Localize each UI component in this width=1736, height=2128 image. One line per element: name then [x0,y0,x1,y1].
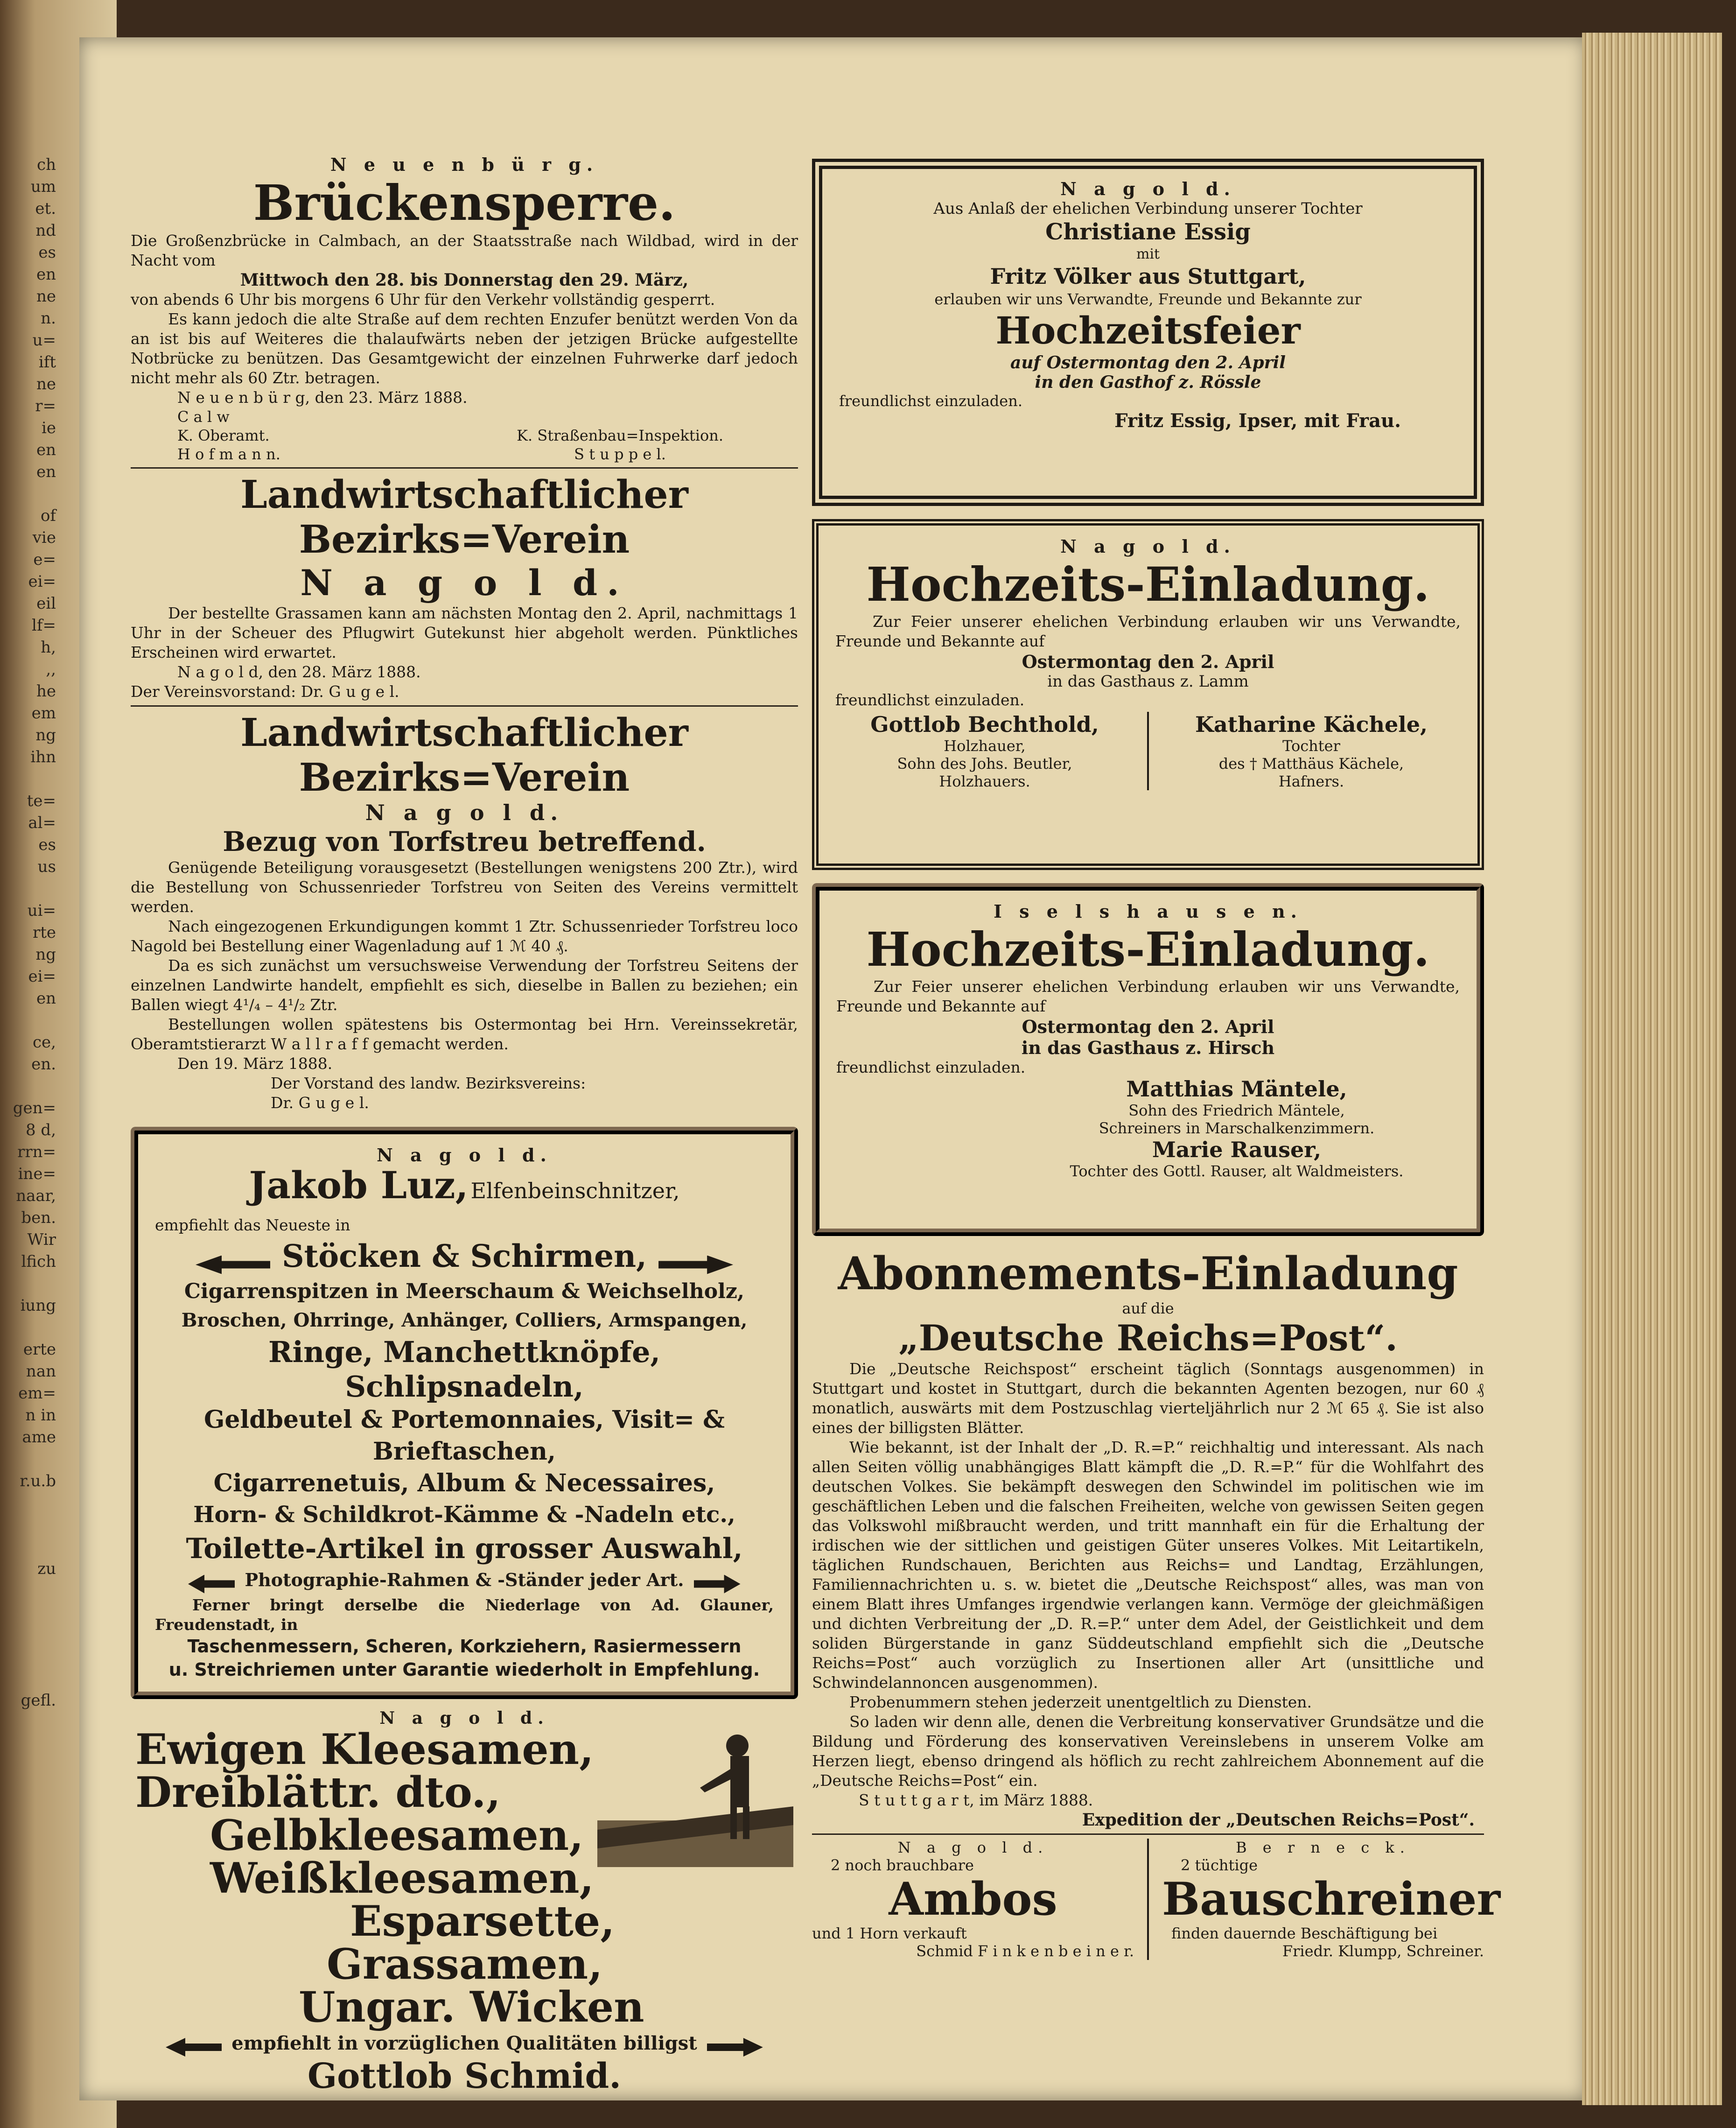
product-line: Photographie-Rahmen & -Ständer jeder Art. [245,1569,684,1590]
fragment-text: gen= [13,1099,56,1117]
ad-hochzeit-lamm [812,519,1484,870]
dates: Mittwoch den 28. bis Donnerstag den 29. März, [240,270,689,290]
fragment-text: erte [23,1340,56,1359]
fragment-text: ei= [28,967,56,986]
fragment-text: ne [36,287,56,306]
fragment-text: en [36,989,56,1008]
line: freundlichst einzuladen. [839,392,1022,410]
fragment-text: iung [20,1296,56,1315]
fragment-text: lfich [21,1252,56,1271]
fragment-text: ne [36,375,56,393]
fragment-text: n. [41,309,56,328]
product-line: Toilette-Artikel in grosser Auswahl, [186,1532,743,1565]
fragment-text: ng [35,945,56,964]
bride-name: Christiane Essig [1045,219,1251,245]
fragment-text: nan [26,1362,56,1381]
product-line: Dreiblättr. dto., [135,1767,501,1817]
subtitle: Bezug von Torfstreu betreffend. [223,826,706,857]
product-line: Weißkleesamen, [210,1853,594,1903]
fragment-text: um [30,177,56,196]
date: Ostermontag den 2. April [1022,1016,1274,1037]
fragment-text: es [38,243,56,262]
fragment-text: us [37,857,56,876]
place: N a g o l d. [897,1839,1049,1856]
fragment-text: en [36,265,56,284]
groom-detail: Schreiners in Marschalkenzimmern. [1099,1119,1375,1137]
paragraph: Ferner bringt derselbe die Niederlage von Ad. Glauner, Freudenstadt, in [155,1595,774,1634]
fragment-text [0,1668,56,1690]
paragraph: Zur Feier unserer ehelichen Verbindung erlauben wir uns Verwandte, Freunde und Bekannte auf [836,977,1460,1015]
line: 2 tüchtige [1181,1856,1258,1874]
ad-bezirksverein-2 [131,710,798,1113]
paragraph: Probenummern stehen jederzeit unentgeltlich zu Diensten. [849,1693,1312,1711]
ad-title: Hochzeits-Einladung. [866,557,1430,612]
ad-brueckensperre [131,154,798,464]
fragment-text: n in [25,1406,56,1425]
fragment-text: of [40,506,56,525]
dateline: N e u e n b ü r g, den 23. März 1888. [177,388,468,407]
merchant-name: Jakob Luz, [249,1163,469,1207]
bride-detail: Tochter des Gottl. Rauser, alt Waldmeisters. [1070,1162,1404,1180]
product-line: Taschenmessern, Scheren, Korkziehern, Rasiermessern [187,1636,742,1657]
paragraph: Die Großenzbrücke in Calmbach, an der Staatsstraße nach Wildbad, wird in der Nacht vom [131,232,798,269]
fragment-text [0,483,56,505]
fragment-text: ift [38,353,56,372]
fragment-text: r= [35,397,56,415]
fragment-text: te= [27,792,56,810]
farmer-sowing-illustration [597,1727,793,1867]
ad-title: Hochzeitsfeier [995,309,1301,352]
place: N a g o l d. [379,1708,549,1728]
product-line: Esparsette, [350,1896,615,1946]
fragment-text: em= [18,1384,56,1403]
line: freundlichst einzuladen. [835,691,1025,709]
fragment-text: u= [32,331,56,350]
place: N a g o l d. [365,800,564,825]
pointing-hand-icon [694,1575,741,1594]
fragment-text: ine= [18,1165,56,1183]
pointing-hand-icon [707,2038,763,2057]
venue: in den Gasthof z. Rössle [1035,372,1261,392]
fragment-text: en [36,441,56,459]
product-line: Stöcken & Schirmen, [281,1238,647,1274]
groom-detail: Sohn des Friedrich Mäntele, [1128,1102,1345,1119]
fragment-text [0,1448,56,1470]
paragraph: Bestellungen wollen spätestens bis Ostermontag bei Hrn. Vereinssekretär, Oberamtstierarzt W a l l r a f f gemacht werden. [131,1015,798,1053]
paragraph: Nach eingezogenen Erkundigungen kommt 1 Ztr. Schussenrieder Torfstreu loco Nagold bei Bestellung einer Wagenladung auf 1 ℳ 40 ₰. [131,917,798,955]
signature: Der Vorstand des landw. Bezirksvereins: [271,1074,586,1092]
paragraph: von abends 6 Uhr bis morgens 6 Uhr für den Verkehr vollständig gesperrt. [131,290,715,309]
date: Ostermontag den 2. April [1022,651,1274,672]
ad-gottlob-schmid [131,1708,798,2096]
paragraph: So laden wir denn alle, denen die Verbreitung konservativer Grundsätze und die Bildung und Förderung des konservativen Vereinslebens in unserem Volke am Herzen liegt, ebenso dringend als höflich zu recht zahlreichem Abonnement auf die „Deutsche Reichs=Post“ ein. [812,1713,1484,1790]
product-line: Grassamen, [327,1939,603,1989]
paragraph: Der bestellte Grassamen kann am nächsten Montag den 2. April, nachmittags 1 Uhr in der Scheuer des Pflugwirt Gutekunst hier abgeholt werden. Pünktliches Erscheinen wird erwartet. [131,604,798,661]
trade: Elfenbeinschnitzer, [470,1178,680,1203]
divider [131,705,798,707]
groom-name: Fritz Völker aus Stuttgart, [990,264,1306,289]
divider [812,1833,1484,1835]
fragment-text: en [36,463,56,481]
product-line: Ringe, Manchettknöpfe, Schlipsnadeln, [268,1335,660,1404]
place: I s e l s h a u s e n. [994,901,1302,922]
fragment-text [0,1580,56,1602]
ad-abonnement [812,1248,1484,1830]
fragment-text: en. [31,1055,56,1074]
fragment-text: ben. [21,1208,56,1227]
line: mit [1136,246,1160,262]
product-line: u. Streichriemen unter Garantie wiederholt in Empfehlung. [168,1659,760,1680]
line: 2 noch brauchbare [831,1856,974,1874]
product-line: Ungar. Wicken [299,1982,644,2032]
signatures [131,407,798,464]
sig-right-1: K. Straßenbau=Inspektion. [517,427,723,444]
place: N a g o l d. [1060,178,1236,199]
fragment-text: ie [42,419,56,437]
line: freundlichst einzuladen. [836,1058,1026,1076]
ad-title: Landwirtschaftlicher Bezirks=Verein [240,472,688,562]
place: N a g o l d. [377,1145,552,1166]
sig-right-2: S t u p p e l. [574,445,666,463]
signature: Expedition der „Deutschen Reichs=Post“. [1082,1810,1475,1830]
sig-left-2: K. Oberamt. [177,427,270,444]
merchant-name: Gottlob Schmid. [307,2056,622,2096]
ad-title: Hochzeits-Einladung. [866,922,1430,977]
pointing-hand-icon [658,1256,733,1274]
fragment-text: ,, [46,660,56,679]
paragraph: Zur Feier unserer ehelichen Verbindung erlauben wir uns Verwandte, Freunde und Bekannte auf [835,612,1461,650]
pointing-hand-icon [196,1256,270,1274]
signature: Der Vereinsvorstand: Dr. G u g e l. [131,682,399,701]
signature: Dr. G u g e l. [271,1094,369,1112]
ad-hochzeitsfeier-essig [812,159,1484,506]
fragment-text: zu [37,1559,56,1578]
line: erlauben wir uns Verwandte, Freunde und Bekannte zur [934,290,1362,308]
fragment-text [0,1646,56,1668]
product-line: Gelbkleesamen, [210,1810,584,1860]
signature: Schmid F i n k e n b e i n e r. [916,1942,1134,1960]
groom-detail: Sohn des Johs. Beutler, [897,755,1072,773]
fragment-text: eil [36,594,56,613]
fragment-text: ihn [30,748,56,766]
sig-left-1: C a l w [177,408,230,426]
fragment-text [0,1624,56,1646]
signature: Fritz Essig, Ipser, mit Frau. [1114,410,1401,432]
facing-page-fragment [0,154,56,1712]
fragment-text [0,1514,56,1536]
paragraph: Es kann jedoch die alte Straße auf dem rechten Enzufer benützt werden Von da an ist bis auf Weiteres die thalaufwärts neben der jetzigen Brücke aufgestellte Notbrücke zu benützen. Das Gesamtgewicht der einzelnen Fuhrwerke darf jedoch nicht mehr als 60 Ztr. betragen. [131,310,798,387]
right-column [812,159,1501,1960]
fragment-text: he [36,682,56,701]
groom-name: Matthias Mäntele, [1126,1076,1347,1102]
fragment-text: gefl. [21,1691,56,1710]
fragment-text: ce, [33,1033,56,1052]
fragment-text: ui= [27,901,56,920]
fragment-text: ch [37,155,56,174]
ad-title: Abonnements-Einladung [838,1247,1458,1300]
ad-jakob-luz [131,1127,798,1699]
fragment-text: rrn= [17,1143,56,1161]
product-line: Broschen, Ohrringe, Anhänger, Colliers, Armspangen, [181,1309,748,1331]
divider [131,467,798,469]
fragment-text [0,768,56,790]
fragment-text: e= [33,550,56,569]
pointing-hand-icon [166,2038,222,2057]
signature: Friedr. Klumpp, Schreiner. [1282,1942,1484,1960]
divider [1147,712,1149,790]
fragment-text: ng [35,726,56,744]
fragment-text [0,1273,56,1295]
bride-detail: Hafners. [1278,773,1344,790]
place: N e u e n b ü r g. [330,154,599,175]
ad-ambos [812,1839,1134,1960]
groom-detail: Holzhauers. [939,773,1030,790]
ad-bauschreiner [1162,1839,1501,1960]
fragment-text: em [31,704,56,723]
fragment-text: ei= [28,572,56,591]
ad-title: Ambos [889,1873,1057,1925]
fragment-text [0,1010,56,1032]
fragment-text: r.u.b [20,1472,56,1490]
couple [835,712,1461,790]
fragment-text: 8 d, [25,1121,56,1139]
fragment-text: nd [35,221,56,240]
pointing-hand-icon [188,1575,235,1594]
product-line: Cigarrenspitzen in Meerschaum & Weichselholz, [184,1279,745,1303]
newspaper-name: „Deutsche Reichs=Post“. [898,1317,1398,1359]
fragment-text: es [38,836,56,854]
date: auf Ostermontag den 2. April [1010,353,1286,372]
dateline: S t u t t g a r t, im März 1888. [859,1791,1093,1809]
page-edges [1582,33,1722,2105]
line: Aus Anlaß der ehelichen Verbindung unserer Tochter [933,199,1363,218]
left-column [131,154,798,2096]
fragment-text: Wir [27,1230,56,1249]
product-line: Geldbeutel & Portemonnaies, Visit= & Brieftaschen, [204,1405,725,1466]
tagline: empfiehlt in vorzüglichen Qualitäten billigst [231,2032,697,2054]
paragraph: Genügende Beteiligung vorausgesetzt (Bestellungen wenigstens 200 Ztr.), wird die Bestellung von Schussenrieder Torfstreu von Seiten des Vereins vermittelt werden. [131,858,798,916]
product-line: Horn- & Schildkrot-Kämme & -Nadeln etc., [193,1502,735,1528]
product-line: Ewigen Kleesamen, [135,1724,594,1774]
bride-name: Katharine Kächele, [1195,712,1428,737]
groom-detail: Holzhauer, [944,737,1026,755]
fragment-text [0,1317,56,1339]
paragraph: Die „Deutsche Reichspost“ erscheint täglich (Sonntags ausgenommen) in Stuttgart und kostet in Stuttgart, durch die bekannten Agenten bezogen, nur 60 ₰ monatlich, auswärts mit dem Postzuschlag vierteljährlich nur 2 ℳ 65 ₰. Sie ist also eines der billigsten Blätter. [812,1360,1484,1437]
fragment-text [0,1075,56,1097]
fragment-text [0,878,56,900]
place: N a g o l d. [1060,536,1236,557]
fragment-text: rte [32,923,56,942]
ad-title: Brückensperre. [253,174,676,232]
bride-detail: Tochter [1282,737,1340,755]
sig-left-3: H o f m a n n. [177,445,280,463]
fragment-text [0,1602,56,1624]
fragment-text: h, [41,638,56,657]
venue: in das Gasthaus z. Lamm [1047,672,1249,691]
ad-bezirksverein-1 [131,472,798,702]
fragment-text: lf= [32,616,56,635]
venue: in das Gasthaus z. Hirsch [1021,1037,1275,1058]
place: N a g o l d. [300,562,629,604]
divider [1147,1839,1149,1960]
bride-detail: des † Matthäus Kächele, [1218,755,1404,773]
paragraph: Wie bekannt, ist der Inhalt der „D. R.=P.“ reichhaltig und interessant. Als nach allen Seiten völlig unabhängiges Blatt kämpft die „D. R.=P.“ für die Wohlfahrt des deutschen Volkes. Sie bekämpft deswegen den Schwindel im politischen wie im geschäftlichen Leben und die falschen Freiheiten, welche von gewissen Seiten gegen das Volkswohl mißbraucht werden, und tritt mannhaft ein für die Erhaltung der irdischen wie der sittlichen und geistigen Güter unseres Volkes. Mit Leitartikeln, täglichen Rundschauen, Berichten aus Reichs= und Landtag, Erzählungen, Familiennachrichten u. s. w. bietet die „Deutsche Reichspost“ alles, was man von einem Blatt ihres Umfanges irgendwie verlangen kann. Vermöge der gleichmäßigen und dichten Verbreitung der „D. R.=P.“ unter dem Adel, der Geistlichkeit und dem soliden Bürgerstande in ganz Süddeutschland empfiehlt sich die „Deutsche Reichs=Post“ auch vorzüglich zu Insertionen aller Art (unsittliche und Schwindelannoncen ausgenommen). [812,1438,1484,1692]
fragment-text: naar, [16,1187,56,1205]
paragraph: Da es sich zunächst um versuchsweise Verwendung der Torfstreu Seitens der einzelnen Landwirte handelt, empfiehlt es sich, dieselbe in Ballen zu beziehen; ein Ballen wiegt 4¹/₄ – 4¹/₂ Ztr. [131,956,798,1014]
fragment-text: vie [32,528,56,547]
line: auf die [1122,1299,1174,1317]
bride-name: Marie Rauser, [1152,1137,1322,1162]
fragment-text [0,1536,56,1558]
ad-title: Landwirtschaftlicher Bezirks=Verein [240,710,688,800]
place: B e r n e c k. [1236,1839,1410,1856]
dateline: Den 19. März 1888. [177,1054,333,1073]
groom-name: Gottlob Bechthold, [870,712,1099,737]
fragment-text [0,1492,56,1514]
fragment-text: ame [22,1428,56,1447]
product-line: Cigarrenetuis, Album & Necessaires, [213,1469,715,1497]
small-ads-row [812,1839,1501,1960]
line: und 1 Horn verkauft [812,1924,967,1942]
ad-title: Bauschreiner [1162,1873,1501,1925]
line: finden dauernde Beschäftigung bei [1171,1924,1438,1942]
ad-hochzeit-hirsch [812,883,1484,1236]
fragment-text: al= [28,814,56,832]
intro: empfiehlt das Neueste in [155,1216,350,1234]
dateline: N a g o l d, den 28. März 1888. [177,663,421,681]
fragment-text: et. [35,199,56,218]
